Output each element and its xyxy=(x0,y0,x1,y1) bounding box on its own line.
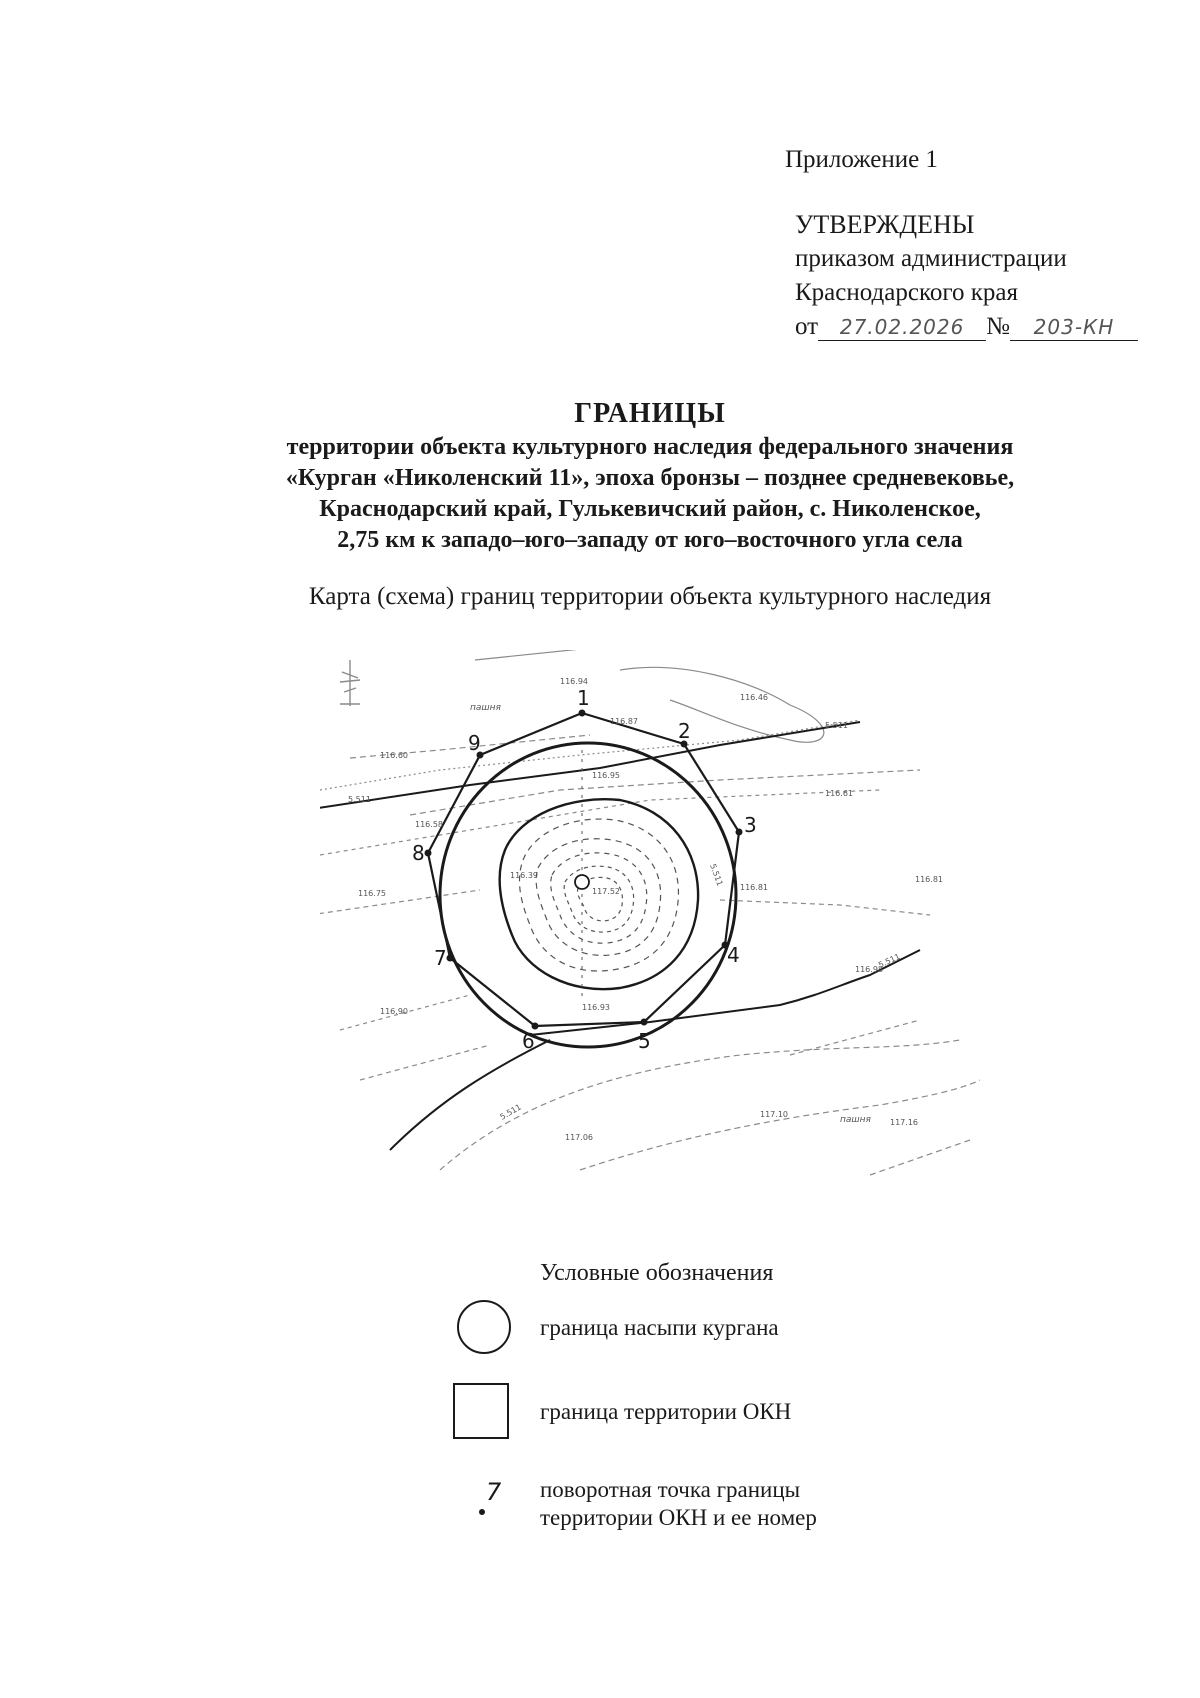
terrain-line xyxy=(360,1045,490,1080)
title-line-2: «Курган «Николенский 11», эпоха бронзы – позднее средневековье, xyxy=(285,465,1015,491)
point-label-5: 5 xyxy=(638,1029,651,1053)
legend-point-line-1: поворотная точка границы xyxy=(540,1477,801,1502)
point-label-2: 2 xyxy=(678,719,691,743)
elevation-label: 116.39 xyxy=(510,871,538,880)
terrain-line xyxy=(475,650,610,660)
elevation-label: 117.10 xyxy=(760,1110,788,1119)
date-prefix: от xyxy=(795,313,819,340)
point-label-8: 8 xyxy=(412,841,425,865)
territory-boundary xyxy=(428,713,739,1026)
terrain-line xyxy=(620,667,824,742)
contour-value-label: 5.511 xyxy=(825,721,848,730)
title-line-1: территории объекта культурного наследия федерального значения xyxy=(286,434,1014,460)
elevation-labels xyxy=(358,677,943,1142)
boundary-point-labels xyxy=(412,686,757,1053)
title-main: ГРАНИЦЫ xyxy=(574,398,726,429)
approval-dateline xyxy=(795,310,1138,344)
legend-title: Условные обозначения xyxy=(540,1260,774,1286)
elevation-label: 116.81 xyxy=(915,875,943,884)
point-label-7: 7 xyxy=(434,946,447,970)
contour-line xyxy=(530,950,920,1035)
elevation-label: 116.46 xyxy=(740,693,768,702)
legend-territory-symbol xyxy=(452,1382,512,1442)
approval-line-1: приказом администрации xyxy=(795,245,1067,272)
terrain-line xyxy=(580,1080,980,1170)
elevation-label: 116.60 xyxy=(380,751,408,760)
title-line-3: Краснодарский край, Гулькевичский район, с. Николенское, xyxy=(319,496,981,522)
elevation-label: 117.06 xyxy=(565,1133,593,1142)
boundary-point-8 xyxy=(425,850,432,857)
handwritten-number: 203-КН xyxy=(1010,314,1138,341)
point-label-4: 4 xyxy=(727,943,740,967)
terrain-lines xyxy=(320,650,980,1175)
approved-heading: УТВЕРЖДЕНЫ xyxy=(795,210,975,239)
boundary-map xyxy=(320,650,980,1240)
point-label-1: 1 xyxy=(577,686,590,710)
legend-point-line-2: территории ОКН и ее номер xyxy=(540,1505,817,1530)
contour-value-labels xyxy=(348,721,902,1122)
elevation-label: 116.58 xyxy=(415,820,443,829)
contour-value-label: 5.511 xyxy=(498,1102,523,1122)
document-title xyxy=(120,396,1180,556)
point-label-9: 9 xyxy=(468,731,481,755)
legend-point-label xyxy=(540,1476,817,1532)
mound-contour xyxy=(551,853,647,943)
elevation-label: 116.94 xyxy=(560,677,588,686)
boundary-point-3 xyxy=(736,829,743,836)
boundary-point-1 xyxy=(579,710,586,717)
map-caption: Карта (схема) границ территории объекта культурного наследия xyxy=(308,583,992,610)
number-prefix: № xyxy=(986,313,1010,340)
boundary-point-7 xyxy=(447,955,454,962)
mound-contour xyxy=(564,866,633,932)
terrain-line xyxy=(320,890,480,915)
title-line-4: 2,75 км к западо–юго–западу от юго–восточного угла села xyxy=(337,527,963,553)
elevation-label: 116.75 xyxy=(358,889,386,898)
elevation-label: 116.98 xyxy=(855,965,883,974)
legend-mound-label: граница насыпи кургана xyxy=(540,1315,779,1340)
elevation-label: 116.81 xyxy=(740,883,768,892)
legend-point-symbol xyxy=(470,1474,510,1522)
point-label-3: 3 xyxy=(744,813,757,837)
elevation-label: 116.87 xyxy=(610,717,638,726)
elevation-label: 117.52 xyxy=(592,887,620,896)
field-labels xyxy=(470,703,872,1125)
elevation-label: 117.16 xyxy=(890,1118,918,1127)
handwritten-date: 27.02.2026 xyxy=(818,314,986,341)
contour-line xyxy=(390,1040,550,1150)
contour-value-label: 5.511 xyxy=(708,862,725,888)
elevation-label: 116.61 xyxy=(825,789,853,798)
mound-center xyxy=(575,875,589,889)
terrain-line xyxy=(870,1140,970,1175)
legend-mound-symbol xyxy=(455,1298,513,1356)
elevation-label: 116.95 xyxy=(592,771,620,780)
boundary-point-5 xyxy=(641,1019,648,1026)
field-label-north: пашня xyxy=(470,703,501,713)
appendix-label: Приложение 1 xyxy=(785,146,938,173)
tree-icon xyxy=(340,660,360,706)
contour-value-label: 5.511 xyxy=(348,795,371,804)
legend-territory-label: граница территории ОКН xyxy=(540,1399,792,1424)
terrain-line xyxy=(720,900,930,915)
mound-contour xyxy=(536,839,660,956)
field-label-south: пашня xyxy=(840,1115,871,1125)
legend-point-number: 7 xyxy=(486,1478,502,1506)
elevation-label: 116.93 xyxy=(582,1003,610,1012)
contour-value-label: 5.511 xyxy=(877,951,902,970)
approval-line-2: Краснодарского края xyxy=(795,279,1018,306)
approval-block xyxy=(795,208,1138,344)
elevation-label: 116.90 xyxy=(380,1007,408,1016)
point-label-6: 6 xyxy=(522,1029,535,1053)
